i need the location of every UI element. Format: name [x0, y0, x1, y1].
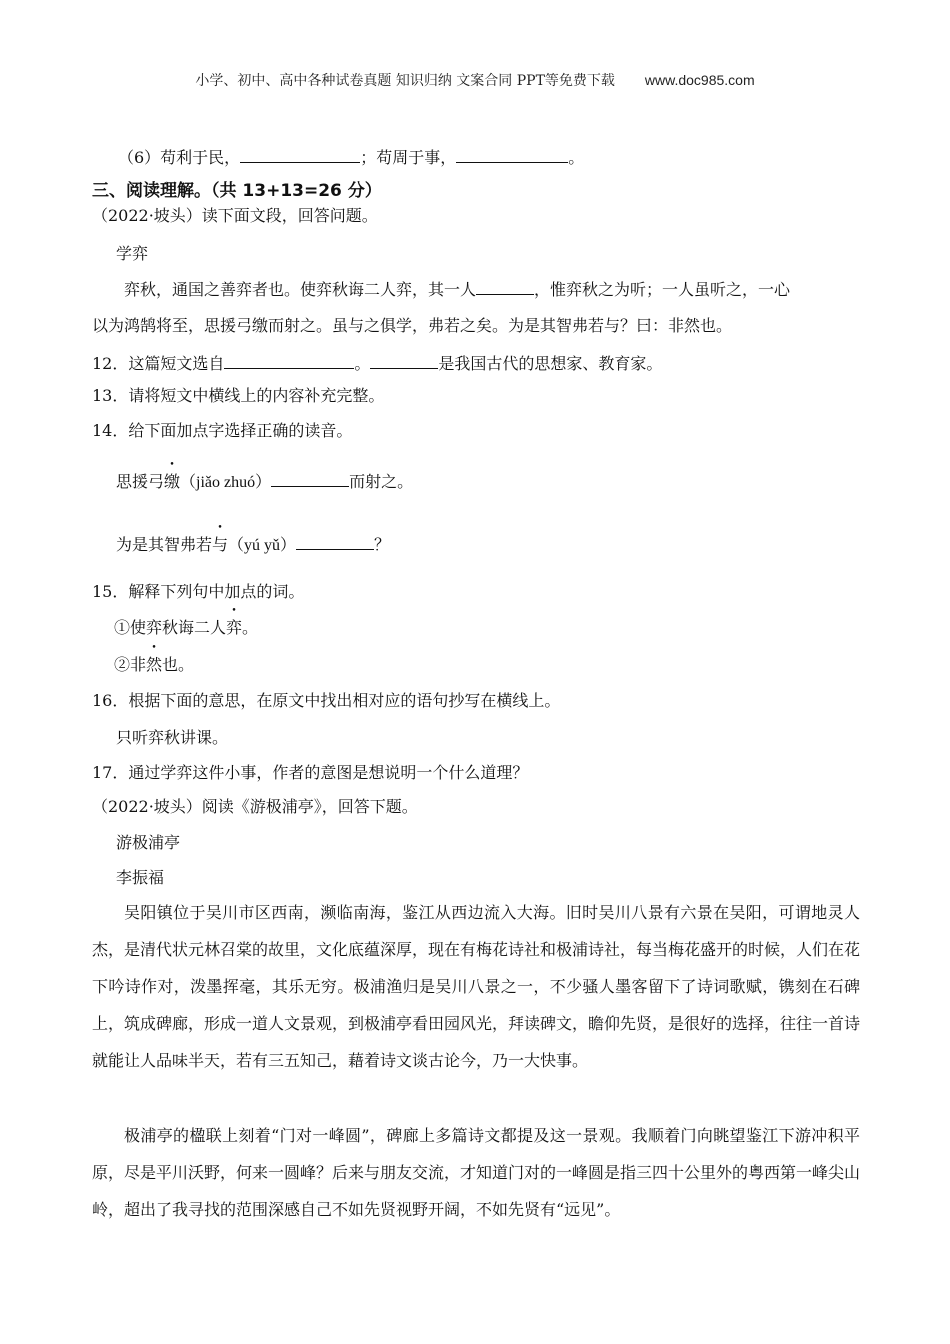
q14-1-dotted-char: 缴: [164, 472, 181, 491]
question-14: 14．给下面加点字选择正确的读音。: [92, 421, 353, 440]
passage2-title: 游极浦亭: [116, 833, 181, 852]
question-15: 15．解释下列句中加点的词。: [92, 582, 305, 601]
q16-sub: 只听弈秋讲课。: [116, 728, 229, 747]
q12-b: 。: [354, 354, 371, 373]
q6-mid: ；苟周于事，: [360, 148, 457, 167]
q15-1-b: 。: [242, 618, 259, 637]
q6-blank-2[interactable]: [456, 146, 568, 163]
question-16: 16．根据下面的意思，在原文中找出相对应的语句抄写在横线上。: [92, 691, 561, 710]
q15-item-2: [114, 655, 194, 675]
p1-line1-b: ，惟弈秋之为听；一人虽听之，一心: [534, 280, 791, 299]
section-title: 三、阅读理解。（共 13+13=26 分）: [92, 181, 382, 201]
q12-blank-2[interactable]: [370, 352, 438, 369]
passage1-line2: 以为鸿鹄将至，思援弓缴而射之。虽与之俱学，弗若之矣。为是其智弗若与？曰：非然也。: [92, 316, 733, 335]
page-header: [0, 70, 950, 90]
question-17: 17．通过学弈这件小事，作者的意图是想说明一个什么道理？: [92, 763, 529, 782]
question-6: [118, 146, 584, 168]
q14-2-dotted-char: 与: [212, 535, 229, 554]
q15-2-a: ②非: [114, 655, 147, 674]
q14-1-c: 而射之。: [349, 472, 414, 491]
q14-item-1: [116, 470, 413, 493]
q14-1-a: 思援弓: [116, 472, 165, 491]
passage1-title: 学弈: [116, 244, 149, 263]
q14-2-pinyin: （yú yǔ）: [228, 537, 297, 554]
q6-blank-1[interactable]: [240, 146, 360, 163]
q15-1-a: ①使弈秋诲二人: [114, 618, 227, 637]
passage2-para2: 极浦亭的楹联上刻着“门对一峰圆”，碑廊上多篇诗文都提及这一景观。我顺着门向眺望鉴江下游冲积平原，尽是平川沃野，何来一圆峰？后来与朋友交流，才知道门对的一峰圆是指三四十公里外的粤西第一峰尖山岭，超出了我寻找的范围深感自己不如先贤视野开阔，不如先贤有“远见”。: [92, 1126, 861, 1219]
q15-2-b: 也。: [162, 655, 195, 674]
q14-2-a: 为是其智弗若: [116, 535, 213, 554]
p1-blank[interactable]: [476, 278, 534, 295]
passage2-author: 李振福: [116, 868, 165, 887]
passage2-intro: （2022·坡头）阅读《游极浦亭》，回答下题。: [92, 797, 418, 816]
header-text: 小学、初中、高中各种试卷真题 知识归纳 文案合同 PPT等免费下载: [195, 73, 615, 89]
q12-blank-1[interactable]: [224, 352, 354, 369]
header-url[interactable]: www.doc985.com: [644, 72, 755, 88]
q15-2-dotted-char: 然: [146, 655, 163, 674]
passage1-line1: [124, 278, 790, 300]
q14-2-c: ？: [374, 535, 391, 554]
question-12: [92, 352, 662, 374]
passage1-intro: （2022·坡头）读下面文段，回答问题。: [92, 206, 378, 225]
q6-end: 。: [568, 148, 585, 167]
passage2-para1: 吴阳镇位于吴川市区西南，濒临南海，鉴江从西边流入大海。旧时吴川八景有六景在吴阳，可谓地灵人杰，是清代状元林召棠的故里，文化底蕴深厚，现在有梅花诗社和极浦诗社，每当梅花盛开的时候，人们在花下吟诗作对，泼墨挥毫，其乐无穷。极浦渔归是吴川八景之一，不少骚人墨客留下了诗词歌赋，镌刻在石碑上，筑成碑廊，形成一道人文景观，到极浦亭看田园风光，拜读碑文，瞻仰先贤，是很好的选择，往往一首诗就能让人品味半天，若有三五知己，藉着诗文谈古论今，乃一大快事。: [92, 903, 861, 1070]
q14-2-blank[interactable]: [296, 533, 374, 550]
q15-1-dotted-char: 弈: [226, 618, 243, 637]
q12-c: 是我国古代的思想家、教育家。: [438, 354, 663, 373]
q15-item-1: [114, 618, 258, 638]
q12-a: 12．这篇短文选自: [92, 354, 225, 373]
q6-prefix: （6）苟利于民，: [118, 148, 241, 167]
question-13: 13．请将短文中横线上的内容补充完整。: [92, 386, 385, 405]
q14-1-pinyin: （jiǎo zhuó）: [180, 474, 272, 491]
q14-item-2: [116, 533, 390, 556]
q14-1-blank[interactable]: [271, 470, 349, 487]
p1-line1-a: 弈秋，通国之善弈者也。使弈秋诲二人弈，其一人: [124, 280, 477, 299]
